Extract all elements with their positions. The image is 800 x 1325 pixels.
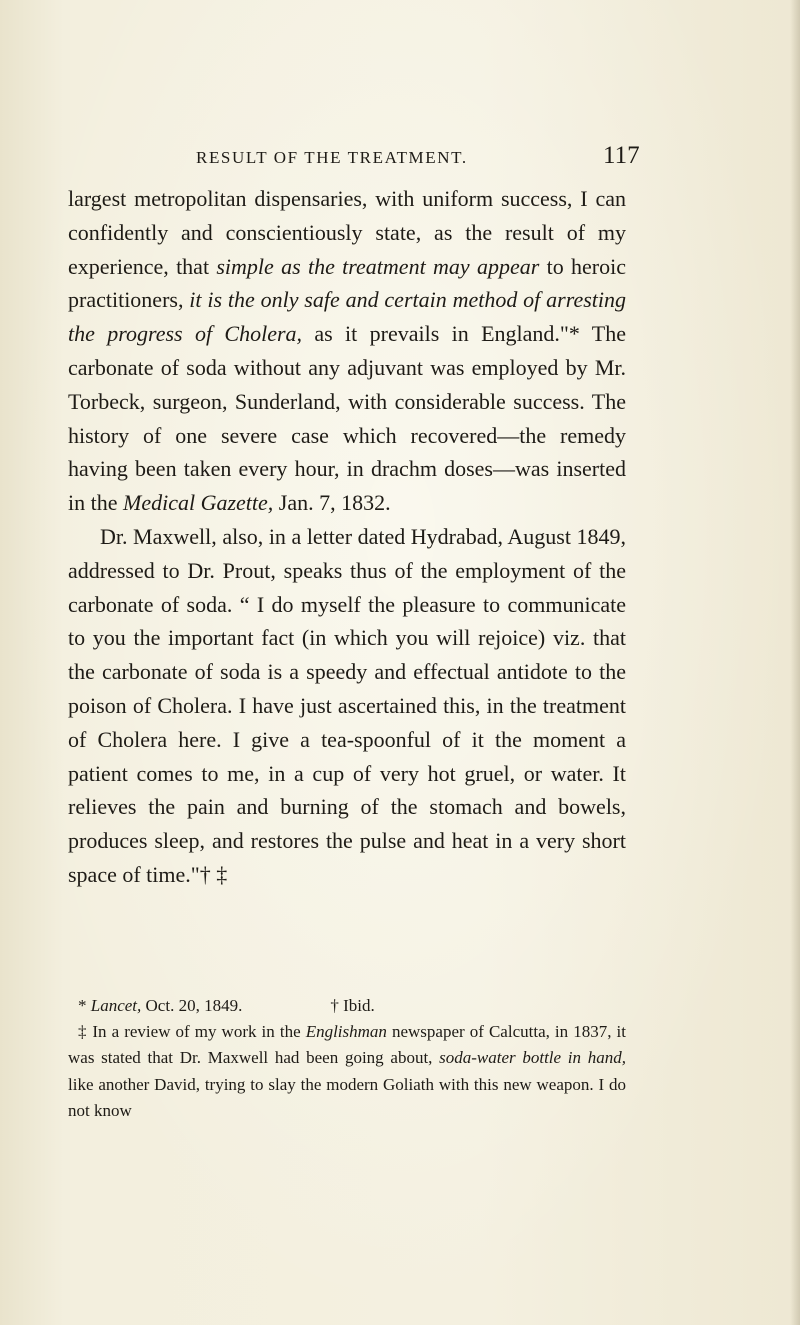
footnote-3-text-b: newspaper of Calcutta, in 1837, it was stated that Dr. Maxwell had been going about, bbox=[68, 1022, 626, 1068]
footnote-3-italic-b: soda-water bottle in hand, bbox=[439, 1048, 626, 1068]
paragraph-2: Dr. Maxwell, also, in a letter dated Hydrabad, August 1849, addressed to Dr. Prout, speaks thus of the employment of the carbonate of soda. “ I do myself the pleasure to communicate to you the important fact (in which you will rejoice) viz. that the carbonate of soda is a speedy and effectual antidote to the poison of Cholera. I have just ascertained this, in the treatment of Cholera here. I give a tea-spoonful of it the moment a patient comes to me, in a cup of very hot gruel, or water. It relieves the pain and burning of the stomach and bowels, produces sleep, and restores the pulse and heat in a very short space of time."† ‡ bbox=[68, 523, 626, 887]
page-edge-shadow bbox=[790, 0, 800, 1325]
paragraph-1-italic-a: simple as the treatment may appear bbox=[216, 253, 540, 279]
paragraph-1-text-d: Jan. 7, 1832. bbox=[273, 490, 391, 516]
paragraph-1-text-b: to heroic practitioners, bbox=[68, 253, 626, 313]
footnote-1-date: Oct. 20, 1849. bbox=[141, 996, 243, 1015]
body-text bbox=[68, 182, 626, 892]
paragraph-1-text-a: largest metropolitan dispensaries, with uniform success, I can confidently and conscientiously state, as the result of my experience, that bbox=[68, 186, 626, 279]
paragraph-1-italic-c: Medical Gazette, bbox=[123, 490, 274, 516]
footnote-3-italic-a: Englishman bbox=[305, 1022, 387, 1042]
footnote-1-mark: * bbox=[78, 996, 91, 1015]
paragraph-1 bbox=[68, 182, 626, 520]
footnote-3-text-c: like another David, trying to slay the modern Goliath with this new weapon. I do not know bbox=[68, 1074, 626, 1120]
footnote-1 bbox=[68, 993, 626, 1019]
footnote-3-text-a: ‡ In a review of my work in the bbox=[78, 1022, 306, 1042]
paragraph-1-text-c: as it prevails in England."* The carbonate of soda without any adjuvant was employed by Mr. Torbeck, surgeon, Sunderland, with considerable success. The history of one severe case which recovered—the remedy having been taken every hour, in drachm doses—was inserted in the bbox=[68, 321, 627, 516]
running-head-title: RESULT OF THE TREATMENT. bbox=[196, 148, 468, 167]
footnote-1-source: Lancet, bbox=[90, 996, 142, 1015]
footnote-2: † Ibid. bbox=[330, 996, 375, 1015]
footnotes bbox=[68, 993, 626, 1124]
footnote-3 bbox=[68, 1019, 626, 1124]
running-head bbox=[0, 142, 800, 172]
paragraph-1-italic-b: it is the only safe and certain method of arresting the progress of Cholera, bbox=[68, 287, 626, 347]
page-number: 117 bbox=[603, 142, 640, 169]
